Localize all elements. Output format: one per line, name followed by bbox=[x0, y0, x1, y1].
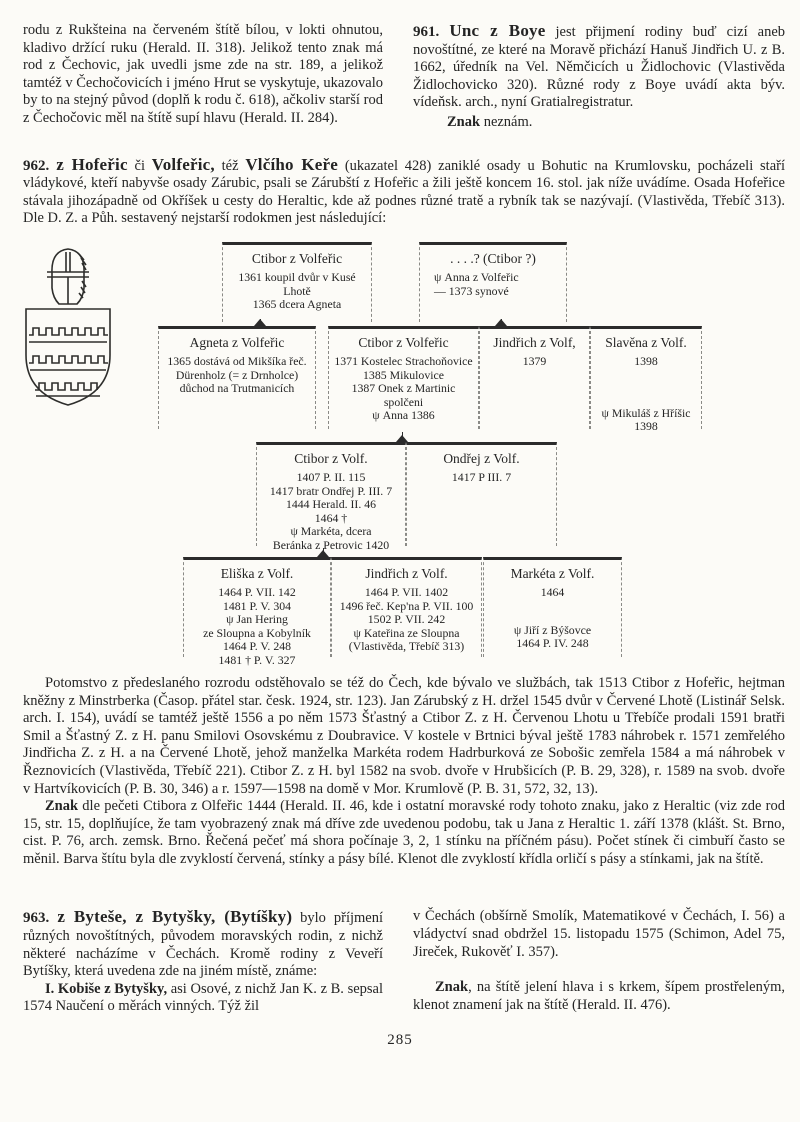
tree-box-agneta bbox=[158, 326, 316, 429]
entry-962-section bbox=[23, 156, 785, 228]
person-detail: — 1373 synové bbox=[434, 283, 509, 298]
person-detail: 1365 dostává od Mikšíka řeč. Dürenholz (= z Drnholce) důchod na Trutmanicích bbox=[167, 353, 307, 396]
entry-963-section bbox=[0, 886, 800, 1016]
person-detail: 1464 P. VII. 1402 bbox=[364, 584, 449, 599]
znak-963-paragraph bbox=[413, 979, 785, 1014]
entry-961-name: Unc z Boye bbox=[449, 21, 546, 40]
person-detail: 1444 Herald. II. 46 bbox=[285, 497, 377, 512]
person-name: Eliška z Volf. bbox=[220, 565, 294, 581]
tree-box-ctibor-unknown bbox=[419, 242, 567, 322]
person-name: Agneta z Volfeřic bbox=[189, 334, 285, 350]
entry-961-text: jest přijmení rodiny buď cizí aneb novoštítné, ze které na Moravě přichází Hanuš Jindřich U. z B. 1662, úředník na Vel. Němčicích u Židlochovic (Vlastivěda Židlochovicko 320). Různé rody z Boye uvádí akta býv. vídeňsk. arch., nyní Gratialregistratur. bbox=[413, 24, 786, 111]
entry-961-paragraph bbox=[413, 22, 785, 112]
descent-caret-icon bbox=[317, 550, 329, 557]
person-detail: 1417 bratr Ondřej P. III. 7 bbox=[269, 483, 393, 498]
entry-962-text: (ukazatel 428) zaniklé osady u Bohutic na Krumlovsku, pocházeli staří vládykové, kteří nabyvše osady Zárubic, psali se Zárubští z Hofeřic a žili ještě koncem 16. stol. jak níže uvádíme. Osada Hofeřice stávala jihozápadně od Okříšek u cesty do Heraltic, kde až podnes různé tratě a rybník tak se nazývají. (Vlastivěda, Třebíč 313). Dle D. Z. a Půh. sestavený nejstarší rodokmen jest následující: bbox=[23, 157, 785, 227]
person-name: Jindřich z Volf. bbox=[365, 565, 448, 581]
tree-box-slavena bbox=[590, 326, 702, 434]
tree-box-jindrich-1379 bbox=[479, 326, 590, 429]
descent-caret-icon bbox=[254, 319, 266, 326]
tree-box-ctibor-1371 bbox=[328, 326, 479, 429]
person-detail: ψ Markéta, dcera bbox=[290, 524, 372, 539]
person-detail: 1464 bbox=[540, 584, 565, 599]
person-detail: ψ Jan Hering bbox=[226, 612, 288, 627]
person-detail: (Vlastivěda, Třebíč 313) bbox=[348, 639, 465, 654]
genealogy-tree bbox=[0, 239, 800, 675]
entry-963-name: z Byteše, z Bytyšky, (Bytíšky) bbox=[57, 907, 293, 927]
helmet-drawing bbox=[47, 249, 89, 304]
person-detail: ψ Anna z Volfeřic bbox=[434, 269, 519, 284]
entry-962-name-1: z Hofeřic bbox=[56, 154, 128, 174]
column-left bbox=[23, 22, 383, 132]
znak-963-text: , na štítě jelení hlava i s krkem, šípem prostřeleným, klenot znamení jak na štítě (Herald. II. 476). bbox=[413, 979, 785, 1013]
intro-left-paragraph: rodu z Rukšteina na červeném štítě bílou, v lokti ohnutou, kladivo držící ruku (Herald. II. 318). Jelikož tento znak má rod z Čechovic, jak uvedli jsme zde na str. 189, a jelikož tamtéž v Čechočovicích i jméno Hrut se vyskytuje, ukazovalo by to na stejný původ (doplň k rodu č. 618), ačkoliv starší rod z Čechočovic měl na štítě supí hlavu (Herald. II. 284). bbox=[23, 22, 383, 126]
person-detail: 1371 Kostelec Strachoňovice bbox=[334, 353, 473, 368]
potomstvo-paragraph: Potomstvo z předeslaného rozrodu odstěhovalo se též do Čech, kde bývalo ve službách, tak 1513 Ctibor z Hofeřic, hejtman kněžny z Minstrberka (Časop. přátel star. česk. 1924, str. 123). Jan Zárubský z H. držel 1545 dvůr v Červené Lhotě (Listinář Selsk. arch. I. 154), uvádí se tamtéž ještě 1556 a po něm 1573 Šťastný a Ctibor Z. z H. Červenou Lhotu u Třebíče prodali 1591 bratři Smil a Šťastný Z. z H. panu Smilovi Osovskému z Doubravice. V kostele v Brtnici býval ještě 1783 náhrobek r. 1571 zemřelého Jindřicha Z. z H. a na Červené Lhotě, jehož manželka Markéta rodem Hadrburková ze Sobošic zemřela 1584 a má náhrobek v Řeznovicích (Vlastivěda, Třebíč 221). Ctibor Z. z H. byl 1582 na svob. dvoře v Hrubšicích (P. B. 29, 328), r. 1589 na svob. dvoře v Hartvíkovicích (P. B. 30, 346) a r. 1597—1598 na domě v Mor. Krumlově (P. B. 31, 572, 32, 13). bbox=[23, 674, 785, 797]
spacer bbox=[484, 600, 621, 624]
coat-of-arms-illustration bbox=[16, 243, 120, 415]
person-name: Ondřej z Volf. bbox=[443, 450, 520, 466]
person-detail: 1361 koupil dvůr v Kusé Lhotě bbox=[238, 269, 356, 298]
tree-box-jindrich-1464 bbox=[331, 557, 482, 657]
person-detail: ψ Anna 1386 bbox=[372, 408, 435, 423]
person-name: . . . .? (Ctibor ?) bbox=[450, 250, 536, 266]
person-detail: Beránka z Petrovic 1420 bbox=[272, 537, 390, 552]
znak-962-text: dle pečeti Ctibora z Olfeřic 1444 (Herald. II. 46, kde i ostatní moravské rody tohoto znaku, jako z Heraltic (viz zde rod 15, str. 15, doplňujíce, že tam vyobrazený znak má dříve zde uvedenou podobu, tak u Jana z Heraltic 1. září 1378 (klášt. St. Brno, cist. P. 76, arch. zemsk. Brno. Řečená pečeť má shora počínaje 3, 2, 1 stínku na příčném pásu). Počet stínek či cimbuří často se měnil. Barva štítu byla dle zvyklostí červená, stínky a pásy bílé. Klenot dle zvyklostí křídla orličí s pásy a stínkami, jak na štítě. bbox=[23, 798, 785, 867]
top-columns bbox=[0, 0, 800, 132]
person-detail: 1496 řeč. Kep'na P. VII. 100 bbox=[339, 598, 474, 613]
page-number: 285 bbox=[387, 1032, 413, 1049]
entry-963-text: bylo příjmení různých novoštítných, původem moravských rodin, z nichž některé nacházíme v Čechách. Kromě rodiny z Veveří Bytíšky, která uvedena zde na jiném místě, známe: bbox=[23, 910, 383, 980]
person-detail: 1385 Mikulovice bbox=[363, 367, 444, 382]
shield-drawing bbox=[26, 309, 110, 405]
entry-961-znak-line bbox=[413, 114, 785, 132]
entry-963-paragraph bbox=[23, 908, 383, 980]
kobise-text: asi Osové, z nichž Jan K. z B. sepsal 1574 Naučení o měrách vinných. Týž žil bbox=[23, 980, 384, 1015]
person-detail: 1365 dcera Agneta bbox=[252, 297, 342, 312]
kobise-paragraph bbox=[23, 981, 383, 1016]
entry-961-number: 961. bbox=[413, 24, 450, 40]
descent-caret-icon bbox=[495, 319, 507, 326]
person-detail: 1464 P. IV. 248 bbox=[516, 636, 589, 651]
kobise-label: I. Kobiše z Bytyšky, bbox=[45, 980, 168, 997]
tree-box-marketa bbox=[483, 557, 622, 657]
entry-962-conj-1: či bbox=[127, 157, 152, 174]
person-name: Slavěna z Volf. bbox=[605, 334, 687, 350]
person-name: Ctibor z Volfeřic bbox=[358, 334, 449, 350]
person-name: Ctibor z Volfeřic bbox=[251, 250, 343, 266]
znak-962-paragraph bbox=[23, 798, 785, 868]
person-detail: 1464 P. V. 248 bbox=[222, 639, 292, 654]
entry-961-znak-text: neznám. bbox=[480, 113, 533, 130]
person-name: Ctibor z Volf. bbox=[294, 450, 368, 466]
person-detail: ψ Jiří z Býšovce bbox=[513, 622, 592, 637]
person-detail: 1481 † P. V. 327 bbox=[218, 652, 296, 667]
descent-caret-icon bbox=[396, 435, 408, 442]
entry-962-paragraph bbox=[23, 156, 785, 228]
column-right bbox=[413, 22, 785, 132]
entry-962-number: 962. bbox=[23, 157, 57, 174]
person-detail: 1379 bbox=[522, 353, 547, 368]
person-detail: ψ Kateřina ze Sloupna bbox=[353, 625, 460, 640]
entry-962-name-3: Vlčího Keře bbox=[245, 154, 339, 174]
tree-box-ctibor-1407 bbox=[256, 442, 406, 552]
person-detail: 1398 bbox=[634, 419, 658, 434]
person-detail: 1387 Onek z Martinic spolčeni bbox=[351, 381, 456, 409]
person-detail: 1417 P III. 7 bbox=[451, 469, 512, 484]
znak-962-label: Znak bbox=[45, 798, 79, 815]
tree-box-eliska bbox=[183, 557, 331, 667]
entry-963-number: 963. bbox=[23, 910, 58, 927]
person-detail: 1502 P. VII. 242 bbox=[367, 612, 446, 627]
entry-963-column-left bbox=[23, 908, 383, 1016]
entry-962-conj-2: též bbox=[214, 157, 246, 174]
tree-box-ctibor-1361 bbox=[222, 242, 372, 322]
entry-962-name-2: Volfeřic, bbox=[151, 154, 215, 174]
tree-box-ondrej bbox=[406, 442, 557, 546]
entry-962-body bbox=[23, 675, 785, 869]
person-name: Jindřich z Volf, bbox=[493, 334, 576, 350]
person-detail: 1407 P. II. 115 bbox=[296, 469, 366, 484]
spacer bbox=[591, 369, 701, 407]
znak-963-label: Znak bbox=[435, 979, 469, 996]
entry-963-column-right bbox=[413, 908, 785, 1016]
entry-961-znak-label: Znak bbox=[447, 113, 481, 130]
person-detail: 1464 † bbox=[314, 510, 348, 525]
person-name: Markéta z Volf. bbox=[510, 565, 595, 581]
person-detail: 1464 P. VII. 142 bbox=[218, 584, 296, 599]
person-detail: ze Sloupna a Kobylník bbox=[203, 625, 311, 640]
person-detail: 1481 P. V. 304 bbox=[222, 598, 292, 613]
person-detail: ψ Mikuláš z Hříšic bbox=[601, 405, 691, 420]
person-detail: 1398 bbox=[634, 353, 658, 368]
entry-963-right-paragraph: v Čechách (obšírně Smolík, Matematikové v Čechách, I. 56) a vládyctví snad obdržel 15. listopadu 1575 (Schimon, Adel 75, Jireček, Rukověť I. 357). bbox=[413, 908, 785, 960]
